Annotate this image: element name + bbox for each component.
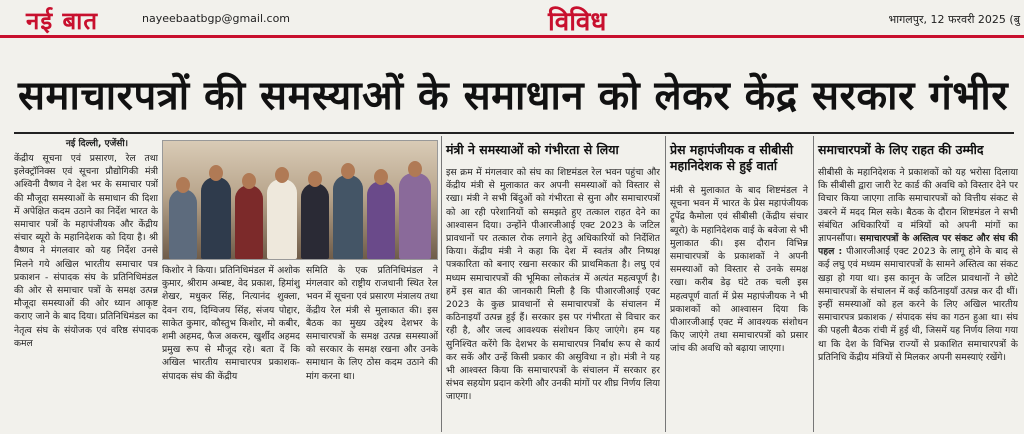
photo-person bbox=[169, 189, 197, 259]
brand-logo: नई बात bbox=[26, 7, 99, 35]
photo-person-head bbox=[374, 169, 388, 185]
subhead-press-registrar: प्रेस महापंजीयक व सीबीसी महानिदेशक से हुई वार्ता bbox=[670, 142, 794, 173]
photo-person bbox=[267, 179, 297, 259]
photo-person bbox=[301, 183, 329, 259]
article-column-2: किशोर ने किया। प्रतिनिधिमंडल में अशोक कुमार, श्रीराम अम्बष्ट, वेद प्रकाश, हिमांशु शेखर, मधुकर सिंह, नित्यानंद शुक्ला, देवन राय, दिग्विजय सिंह, संजय पोद्दार, साकेत कुमार, कौस्तुभ किशोर, मो कबीर, शमी अहमद, फैज अकरम, खुर्शीद अहमद प्रमुख रूप से मौजूद रहे। बता दें कि अखिल भारतीय समाचारपत्र प्रकाशक-संपादक संघ की केंद्रीय bbox=[162, 265, 300, 382]
photo-person-head bbox=[242, 173, 256, 189]
subhead-minister: मंत्री ने समस्याओं को गंभीरता से लिया bbox=[446, 142, 619, 157]
masthead bbox=[0, 0, 1024, 38]
photo-person-head bbox=[209, 165, 223, 181]
article-column-1: केंद्रीय सूचना एवं प्रसारण, रेल तथा इलेक्ट्रॉनिक्स एवं सूचना प्रौद्योगिकी मंत्री अश्विनी वैष्णव ने देश भर के समाचार पत्रों की मौजूदा समस्याओं के समाधान की दिशा में अपेक्षित कदम उठाने का निर्देश भारत के समाचार पत्रों के महापंजीयक और केंद्रीय संचार ब्यूरो के महानिदेशक को दिया है। श्री वैष्णव ने मंगलवार को यह निर्देश उनसे मिलने गये अखिल भारतीय समाचार पत्र प्रकाशन - संपादक संघ के प्रतिनिधिमंडल की ओर से समाचार पत्रों के समक्ष उत्पन्न मौजूदा समस्याओं की ओर ध्यान आकृष्ट कराए जाने के बाद दिया। प्रतिनिधिमंडल का नेतृत्व संघ के संयोजक एवं वरिष्ठ संपादक कमल bbox=[14, 153, 158, 349]
photo-person bbox=[399, 173, 431, 259]
article-column-3: समिति के एक प्रतिनिधिमंडल ने मंगलवार को राष्ट्रीय राजधानी स्थित रेल भवन में सूचना एवं प्रसारण मंत्रालय तथा केंद्रीय रेल मंत्री से मुलाकात की। इस बैठक का मुख्य उद्देश्य देशभर के समाचारपत्रों के समक्ष उत्पन्न समस्याओं को सरकार के समक्ष रखना और उनके समाधान के लिए ठोस कदम उठाने की मांग करना था। bbox=[306, 265, 438, 382]
article-column-6-intro: सीबीसी के महानिदेशक ने प्रकाशकों को यह भरोसा दिलाया कि सीबीसी द्वारा जारी रेट कार्ड की अवधि को विस्तार देने पर विचार किया जाएगा ताकि समाचारपत्रों को वित्तीय संकट से उबरने में मदद मिल सके। बैठक के दौरान शिष्टमंडल ने सभी संबंधित अधिकारियों व मंत्रियों को अपनी मांगों का ज्ञापनसौंपा। bbox=[818, 167, 1018, 245]
photo-person-head bbox=[176, 177, 190, 193]
group-photo-icon bbox=[162, 140, 438, 260]
column-divider bbox=[665, 136, 666, 432]
photo-person-head bbox=[341, 163, 355, 179]
section-title: विविध bbox=[548, 7, 607, 37]
photo-person bbox=[201, 177, 231, 259]
headline-divider bbox=[14, 132, 1014, 134]
subhead-relief: समाचारपत्रों के लिए राहत की उम्मीद bbox=[818, 142, 984, 157]
article-column-6 bbox=[818, 166, 1018, 434]
photo-person bbox=[367, 181, 395, 259]
column-divider bbox=[441, 136, 442, 432]
photo-person bbox=[333, 175, 363, 259]
photo-person-head bbox=[275, 167, 289, 183]
brand-email[interactable]: nayeebaatbgp@gmail.com bbox=[142, 12, 291, 25]
article-column-6-body: पीआरजीआई एक्ट 2023 के लागू होने के बाद से कई लघु एवं मध्यम समाचारपत्रों के सामने अस्तित्व का संकट खड़ा हो गया था। इस कानून के जटिल प्रावधानों ने छोटे समाचारपत्रों के संचालन में कई कठिनाइयाँ उत्पन्न कर दी थीं। इन्हीं समस्याओं को हल करने के लिए अखिल भारतीय समाचारपत्र प्रकाशक / संपादक संघ का गठन हुआ था। संघ की पहली बैठक रांची में हुई थी, जिसमें यह निर्णय लिया गया था कि देश के विभिन्न राज्यों से प्रकाशित समाचारपत्रों के प्रतिनिधि केंद्रीय मंत्रियों से मिलकर अपनी समस्याएं रखेंगे। bbox=[818, 246, 1018, 363]
article-column-5: मंत्री से मुलाकात के बाद शिष्टमंडल ने सूचना भवन में भारत के प्रेस महापंजीयक ट्रूपेंद्र कैमोला एवं सीबीसी (केंद्रीय संचार ब्यूरो) के महानिदेशक वाई के बवेजा से भी मुलाकात की। इस दौरान विभिन्न समाचारपत्रों के प्रकाशकों ने अपनी समस्याओं को विस्तार से उनके समक्ष रखा। करीब डेढ़ घंटे तक चली इस महत्वपूर्ण वार्ता में प्रेस महापंजीयक ने भी प्रकाशकों को आश्वासन दिया कि पीआरजीआई एक्ट में आवश्यक संशोधन किए जाएंगे तथा समाचारपत्रों को प्रसार जांच की अवधि को बढ़ाया जाएगा। bbox=[670, 185, 808, 355]
photo-person-head bbox=[308, 171, 322, 187]
photo-person-head bbox=[408, 161, 422, 177]
article-column-4: इस क्रम में मंगलवार को संघ का शिष्टमंडल रेल भवन पहुंचा और केंद्रीय मंत्री से मुलाकात कर अपनी समस्याओं को विस्तार से रखा। मंत्री ने सभी बिंदुओं को गंभीरता से सुना और समाचारपत्रों को आ रही परेशानियों को समझते हुए तत्काल राहत देने का आश्वासन दिया। उन्होंने पीआरजीआई एक्ट 2023 के जटिल प्रावधानों पर तत्काल रोक लगाने हेतु अधिकारियों को निर्देशित किया। केंद्रीय मंत्री ने कहा कि देश में स्वतंत्र और निष्पक्ष पत्रकारिता को बनाए रखना सरकार की प्राथमिकता है। लघु एवं मध्यम समाचारपत्रों की भूमिका लोकतंत्र में अत्यंत महत्वपूर्ण है। हमें इस बात की जानकारी मिली है कि पीआरजीआई एक्ट 2023 के कुछ प्रावधानों से समाचारपत्रों के संचालन में कठिनाइयाँ उत्पन्न हुई हैं। सरकार इस पर गंभीरता से विचार कर रही है, और जल्द आवश्यक संशोधन किए जाएंगे। हम यह सुनिश्चित करेंगे कि देशभर के समाचारपत्र निर्बाध रूप से कार्य कर सकें और उन्हें किसी प्रकार की असुविधा न हो। मंत्री ने यह भी आश्वस्त किया कि समाचारपत्रों के संचालन में सरकार हर संभव सहयोग प्रदान करेगी और उनकी मांगों पर शीघ्र निर्णय लिया जाएगा। bbox=[446, 167, 660, 403]
photo-person bbox=[235, 185, 263, 259]
column-divider bbox=[813, 136, 814, 432]
byline: नई दिल्ली, एजेंसी। bbox=[65, 139, 129, 149]
dateline: भागलपुर, 12 फरवरी 2025 (बु bbox=[888, 13, 1020, 26]
headline: समाचारपत्रों की समस्याओं के समाधान को लेकर केंद्र सरकार गंभीर bbox=[18, 72, 1009, 119]
inline-subhead-crisis: समाचारपत्रों के अस्तित्व पर संकट और संघ की पहल : bbox=[818, 233, 1018, 258]
